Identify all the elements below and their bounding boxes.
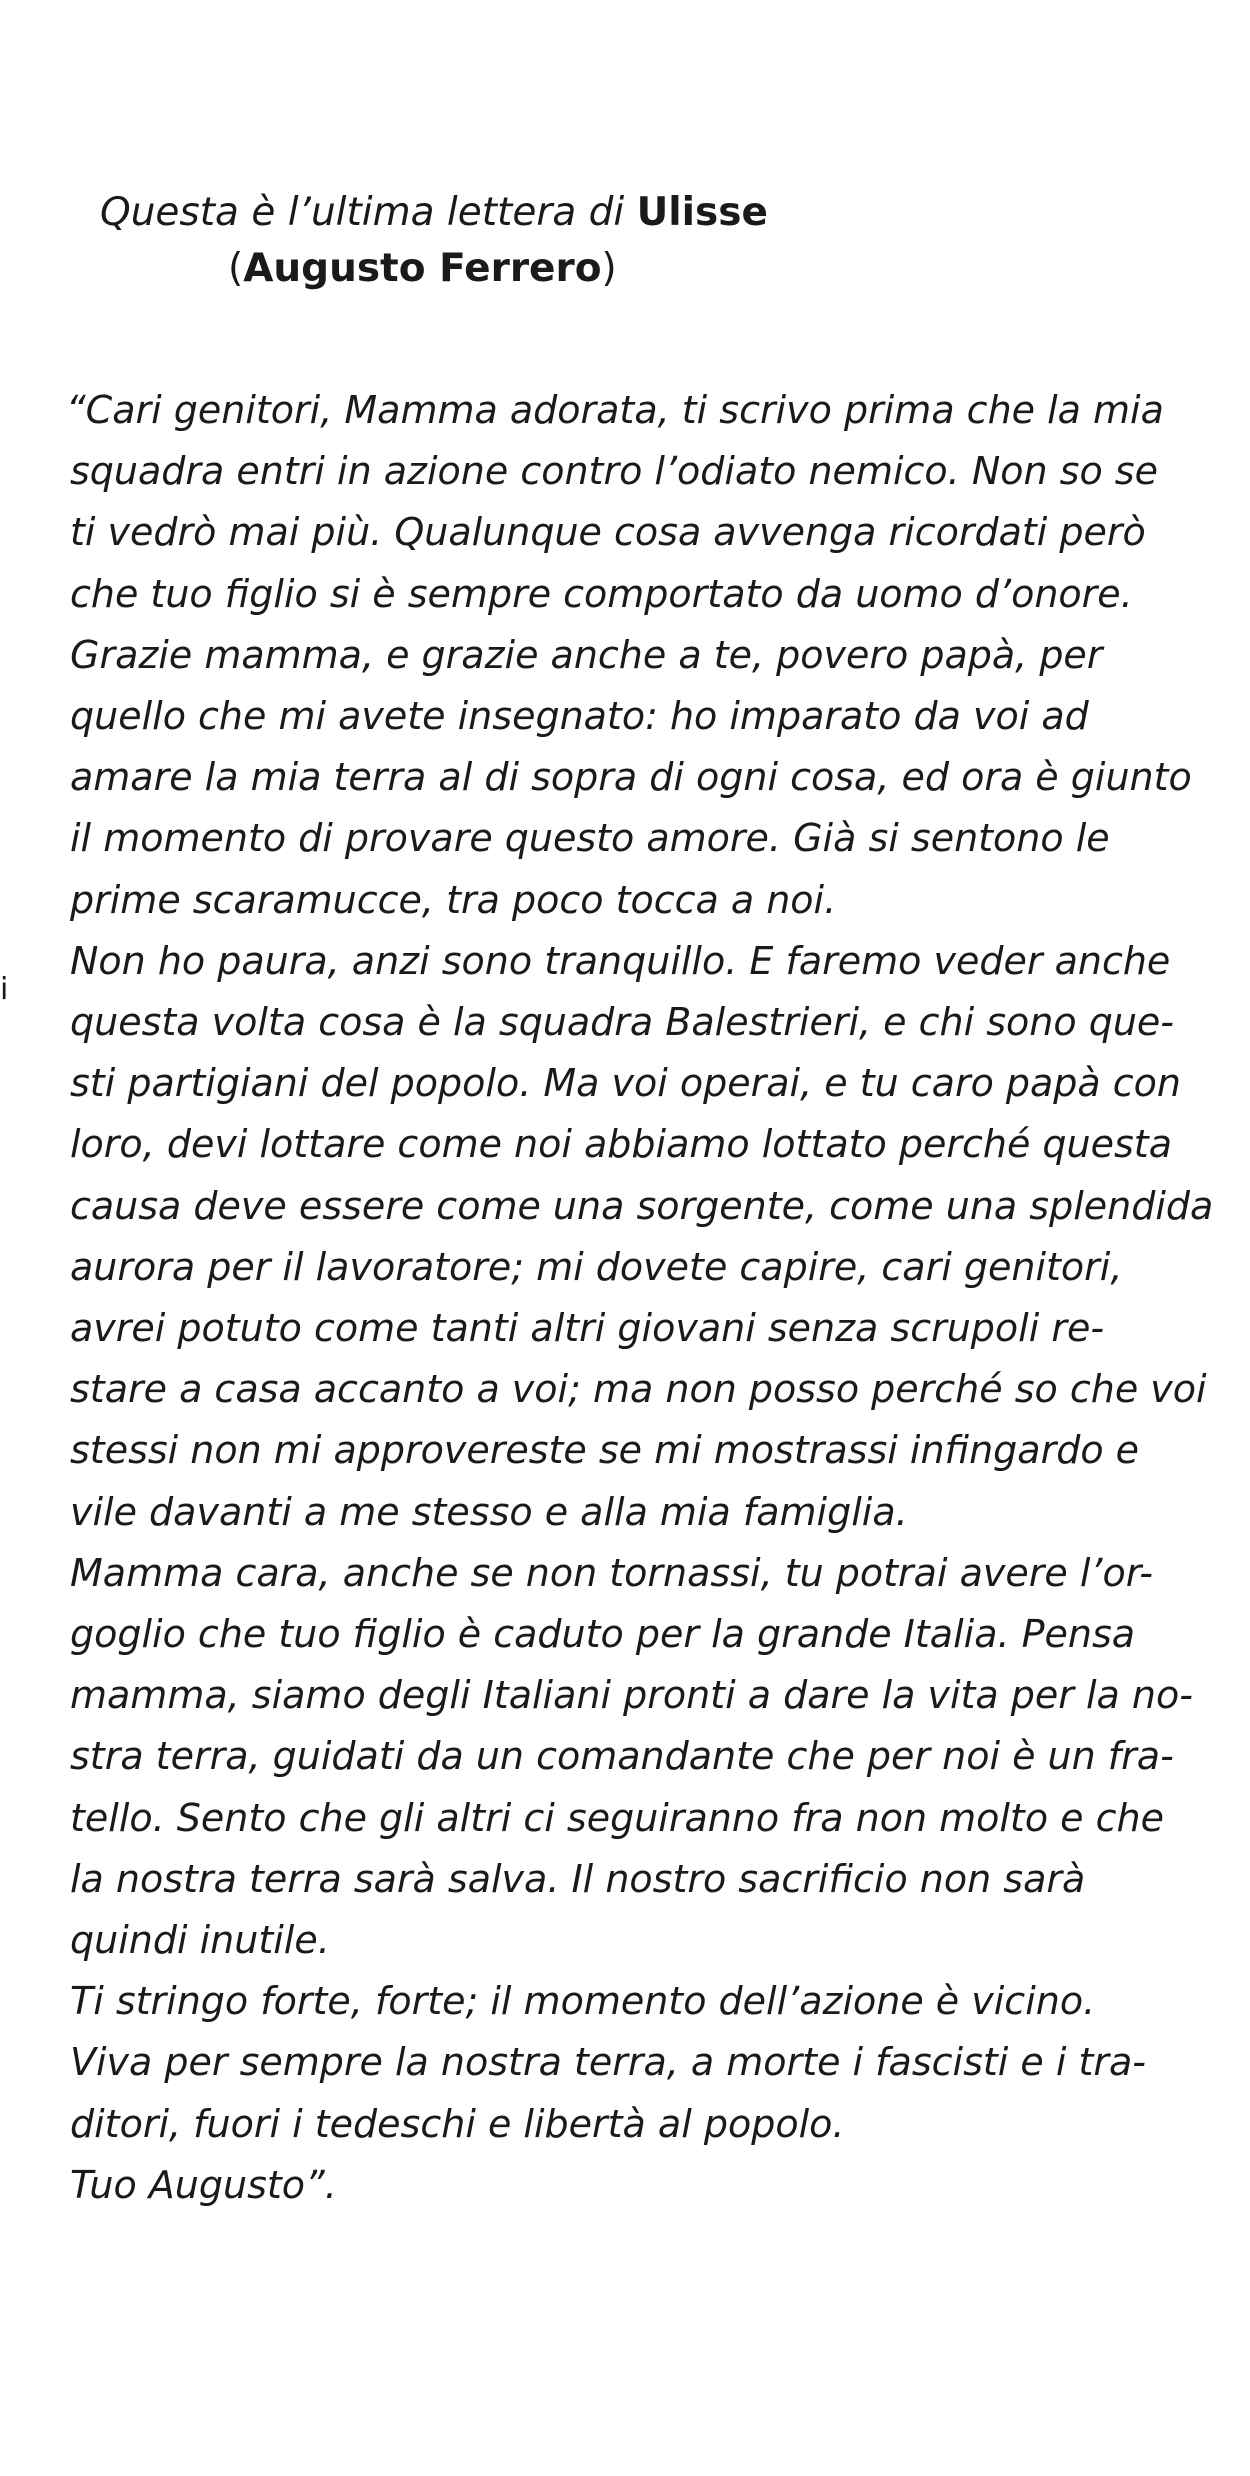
letter-line: causa deve essere come una sorgente, come una splendida — [70, 1183, 1214, 1228]
letter-line: squadra entri in azione contro l’odiato nemico. Non so se — [70, 449, 1158, 494]
letter-line: Ti stringo forte, forte; il momento dell’azione è vicino. — [70, 1979, 1096, 2024]
letter-line: questa volta cosa è la squadra Balestrieri, e chi sono que- — [70, 1000, 1175, 1045]
heading-intro: Questa è l’ultima lettera di — [100, 190, 625, 235]
letter-line: prime scaramucce, tra poco tocca a noi. — [70, 877, 837, 922]
letter-line: mamma, siamo degli Italiani pronti a dare la vita per la no- — [70, 1673, 1193, 1718]
heading-name-ulisse: Ulisse — [636, 190, 768, 235]
letter-line: ti vedrò mai più. Qualunque cosa avvenga ricordati però — [70, 510, 1146, 555]
letter-line: stare a casa accanto a voi; ma non posso perché so che voi — [70, 1367, 1207, 1412]
letter-line: loro, devi lottare come noi abbiamo lottato perché questa — [70, 1122, 1172, 1167]
letter-line: amare la mia terra al di sopra di ogni cosa, ed ora è giunto — [70, 755, 1192, 800]
letter-line: vile davanti a me stesso e alla mia famiglia. — [70, 1489, 908, 1534]
letter-line: sti partigiani del popolo. Ma voi operai, e tu caro papà con — [70, 1061, 1182, 1106]
heading-open-paren: ( — [228, 246, 244, 291]
letter-line: la nostra terra sarà salva. Il nostro sacrificio non sarà — [70, 1856, 1086, 1901]
letter-line: che tuo figlio si è sempre comportato da uomo d’onore. — [70, 571, 1133, 616]
letter-line: stessi non mi approvereste se mi mostrassi infingardo e — [70, 1428, 1140, 1473]
margin-fragment-mark: i — [0, 972, 9, 1007]
letter-line: il momento di provare questo amore. Già si sentono le — [70, 816, 1110, 861]
heading-close-paren: ) — [601, 246, 617, 291]
letter-line: stra terra, guidati da un comandante che per noi è un fra- — [70, 1734, 1174, 1779]
letter-line: quindi inutile. — [70, 1918, 330, 1963]
letter-line: avrei potuto come tanti altri giovani senza scrupoli re- — [70, 1306, 1105, 1351]
letter-line: ditori, fuori i tedeschi e libertà al popolo. — [70, 2101, 845, 2146]
letter-heading — [100, 185, 768, 297]
heading-real-name: Augusto Ferrero — [243, 246, 602, 291]
letter-line: goglio che tuo figlio è caduto per la grande Italia. Pensa — [70, 1612, 1136, 1657]
letter-line: aurora per il lavoratore; mi dovete capire, cari genitori, — [70, 1244, 1123, 1289]
letter-line: Mamma cara, anche se non tornassi, tu potrai avere l’or- — [70, 1550, 1153, 1595]
letter-line: tello. Sento che gli altri ci seguiranno fra non molto e che — [70, 1795, 1164, 1840]
letter-line: Non ho paura, anzi sono tranquillo. E faremo veder anche — [70, 938, 1171, 983]
letter-body — [66, 380, 1214, 2216]
letter-signature: Tuo Augusto”. — [70, 2162, 337, 2207]
letter-line: “Cari genitori, Mamma adorata, ti scrivo prima che la mia — [66, 388, 1164, 432]
heading-real-name-line — [100, 241, 768, 297]
letter-line: Viva per sempre la nostra terra, a morte i fascisti e i tra- — [70, 2040, 1147, 2085]
letter-line: quello che mi avete insegnato: ho imparato da voi ad — [70, 694, 1089, 739]
letter-line: Grazie mamma, e grazie anche a te, povero papà, per — [70, 632, 1103, 677]
